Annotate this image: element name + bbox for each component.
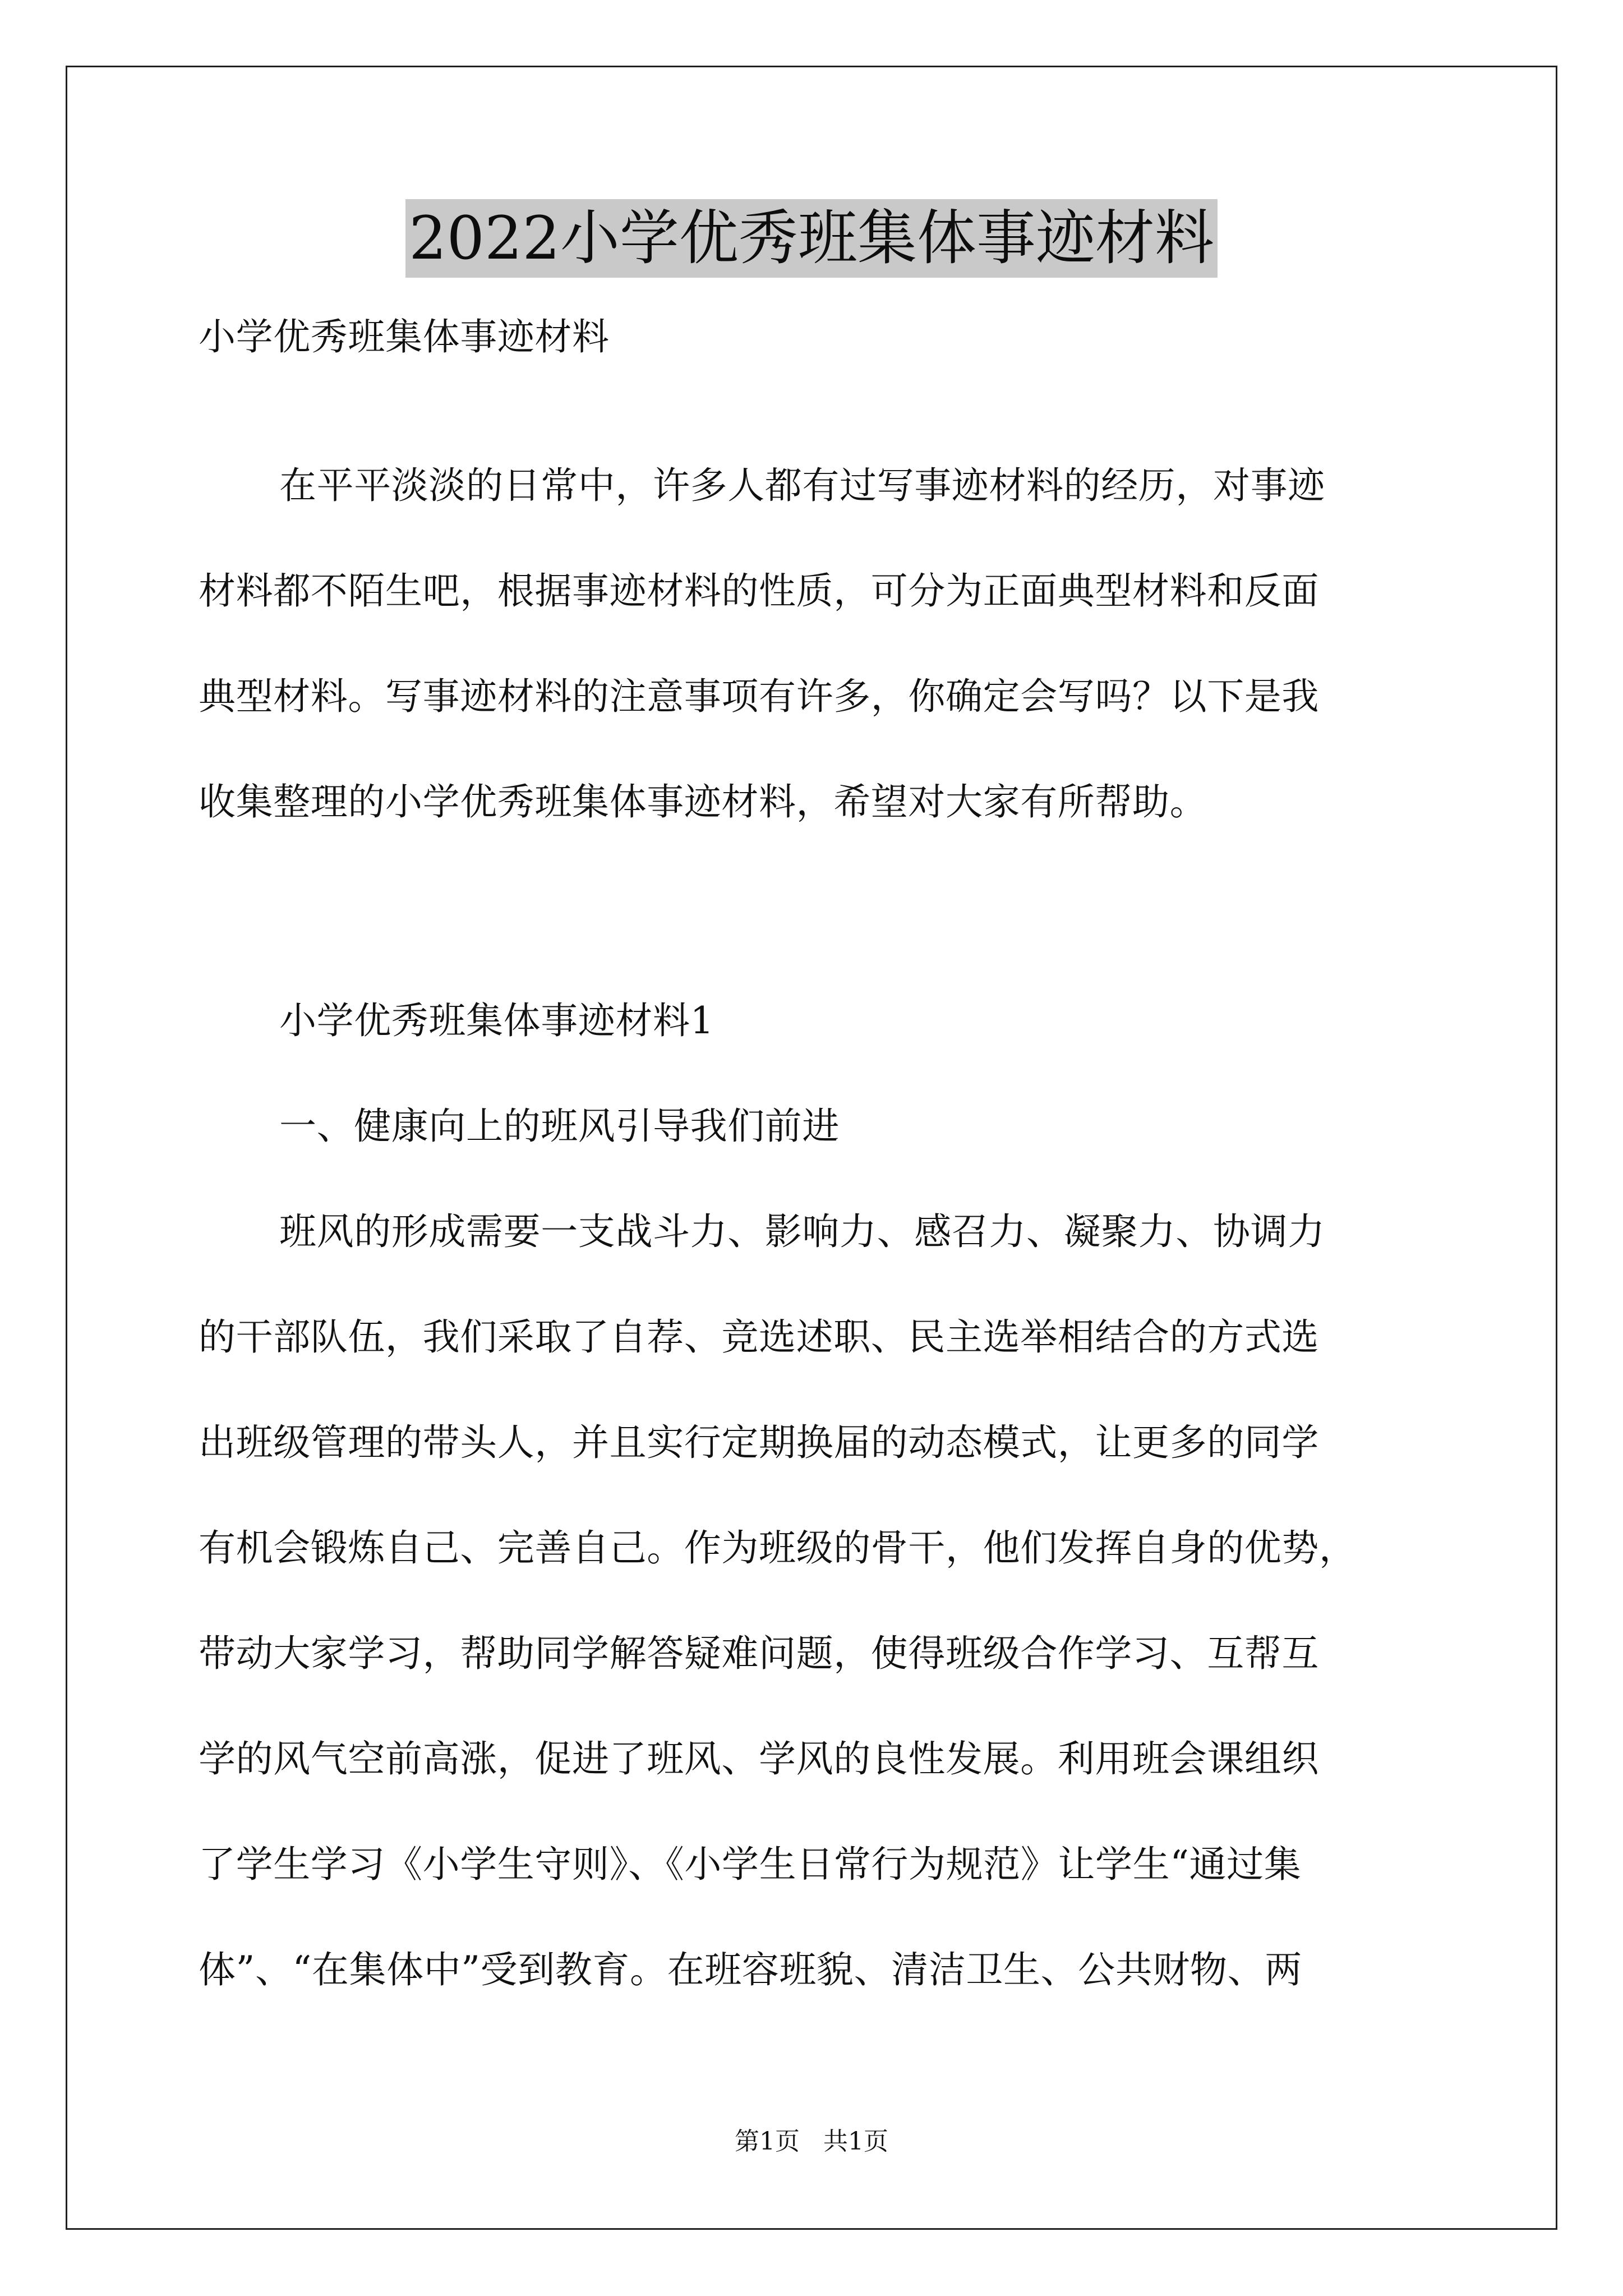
body-line: 出班级管理的带头人，并且实行定期换届的动态模式，让更多的同学 [199,1421,1319,1464]
body-line: 带动大家学习，帮助同学解答疑难问题，使得班级合作学习、互帮互 [199,1632,1319,1675]
page-footer: 第1页 共1页 [735,2127,888,2156]
title-container [0,199,1623,278]
document-subtitle: 小学优秀班集体事迹材料 [199,315,610,358]
intro-line: 在平平淡淡的日常中，许多人都有过写事迹材料的经历，对事迹 [279,464,1325,507]
section-subheading: 一、健康向上的班风引导我们前进 [279,1105,840,1148]
body-line: 体”、“在集体中”受到教育。在班容班貌、清洁卫生、公共财物、两 [199,1948,1302,1991]
intro-line: 典型材料。写事迹材料的注意事项有许多，你确定会写吗？以下是我 [199,675,1319,718]
body-line: 班风的形成需要一支战斗力、影响力、感召力、凝聚力、协调力 [279,1210,1325,1253]
body-line: 了学生学习《小学生守则》、《小学生日常行为规范》让学生“通过集 [199,1843,1302,1886]
body-line: 的干部队伍，我们采取了自荐、竞选述职、民主选举相结合的方式选 [199,1315,1319,1359]
section-heading: 小学优秀班集体事迹材料1 [279,999,714,1042]
intro-line: 收集整理的小学优秀班集体事迹材料，希望对大家有所帮助。 [199,780,1207,823]
body-line: 有机会锻炼自己、完善自己。作为班级的骨干，他们发挥自身的优势， [199,1526,1357,1570]
document-title: 2022小学优秀班集体事迹材料 [405,199,1218,278]
body-line: 学的风气空前高涨，促进了班风、学风的良性发展。利用班会课组织 [199,1737,1319,1780]
intro-line: 材料都不陌生吧，根据事迹材料的性质，可分为正面典型材料和反面 [199,569,1319,613]
